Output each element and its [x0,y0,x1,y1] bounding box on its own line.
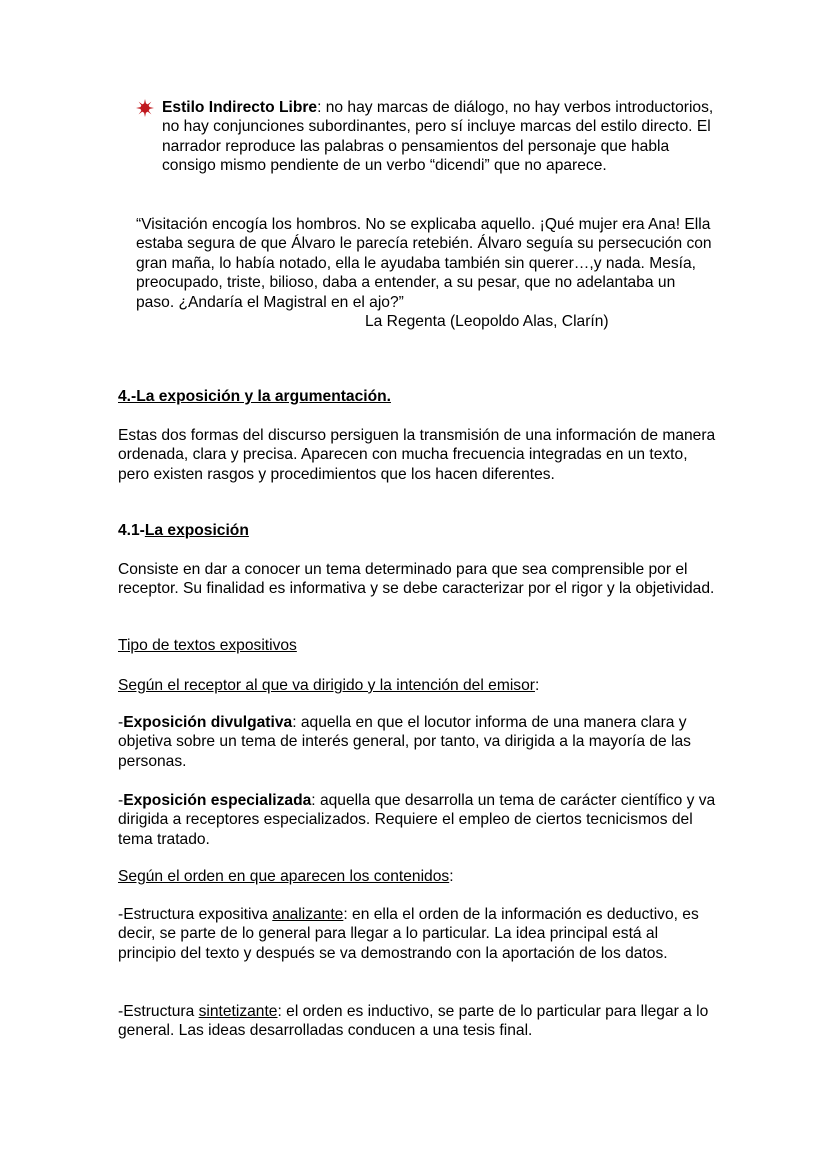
dash: - [118,792,124,809]
prefix: -Estructura [118,1003,199,1020]
classification-label: Según el receptor al que va dirigido y la intención del emisor [118,677,535,694]
exposicion-divulgativa-item [118,713,718,771]
bullet-description: : no hay marcas de diálogo, no hay verbos introductorios, no hay conjunciones subordinantes, pero sí incluye marcas del estilo directo. El narrador reproduce las palabras o pensamientos del personaje que habla consigo mismo pendiente de un verbo “dicendi” que no aparece. [162,99,714,175]
estructura-analizante-item [118,905,718,963]
section-4-paragraph: Estas dos formas del discurso persiguen la transmisión de una información de manera ordenada, clara y precisa. Aparecen con mucha frecuencia integradas en un texto, pero existen rasgos y procedimientos que los hacen diferentes. [118,427,716,483]
heading-title: La exposición [144,522,249,539]
dash: - [118,714,124,731]
description-especializada: : aquella que desarrolla un tema de carácter científico y va dirigida a receptores especializados. Requiere el empleo de ciertos tecnicismos del tema tratado. [118,792,716,848]
subtitle-tipos-textos: Tipo de textos expositivos [118,637,297,654]
literary-quote: “Visitación encogía los hombros. No se explicaba aquello. ¡Qué mujer era Ana! Ella estaba segura de que Álvaro le parecía retebién. Álvaro seguía su persecución con gran maña, lo había notado, ella le ayudaba también sin querer…,y nada. Mesía, preocupado, triste, bilioso, daba a entender, a su pesar, que no adelantaba un paso. ¿Andaría el Magistral en el ajo?” [136,216,712,311]
prefix: -Estructura expositiva [118,906,273,923]
section-heading-4: 4.-La exposición y la argumentación. [118,388,391,405]
description-divulgativa: : aquella en que el locutor informa de una manera clara y objetiva sobre un tema de interés general, por tanto, va dirigida a la mayoría de las personas. [118,714,691,770]
term-especializada: Exposición especializada [123,792,312,809]
classification-by-order [118,867,718,886]
colon: : [449,868,454,885]
bullet-item-estilo-indirecto-libre [136,98,716,176]
term-sintetizante: sintetizante [198,1003,278,1020]
heading-number: 4.1- [118,522,145,539]
quote-source: La Regenta (Leopoldo Alas, Clarín) [365,313,609,330]
estructura-sintetizante-item [118,1002,718,1041]
asterisk-bullet-icon [136,99,154,117]
description-analizante: : en ella el orden de la información es deductivo, es decir, se parte de lo general para llegar a lo particular. La idea principal está al principio del texto y después se va demostrando con la aportación de los datos. [118,906,699,962]
exposicion-especializada-item [118,791,718,849]
colon: : [534,677,540,694]
description-sintetizante: : el orden es inductivo, se parte de lo particular para llegar a lo general. Las ideas desarrolladas conducen a una tesis final. [118,1003,709,1040]
classification-by-receptor [118,676,718,695]
section-heading-4-1 [118,521,249,540]
bullet-text [162,98,714,176]
term-divulgativa: Exposición divulgativa [123,714,293,731]
classification-label: Según el orden en que aparecen los contenidos [118,868,450,885]
exposicion-definition: Consiste en dar a conocer un tema determinado para que sea comprensible por el receptor. Su finalidad es informativa y se debe caracterizar por el rigor y la objetividad. [118,561,715,598]
term-analizante: analizante [272,906,344,923]
bullet-term: Estilo Indirecto Libre [162,99,318,116]
